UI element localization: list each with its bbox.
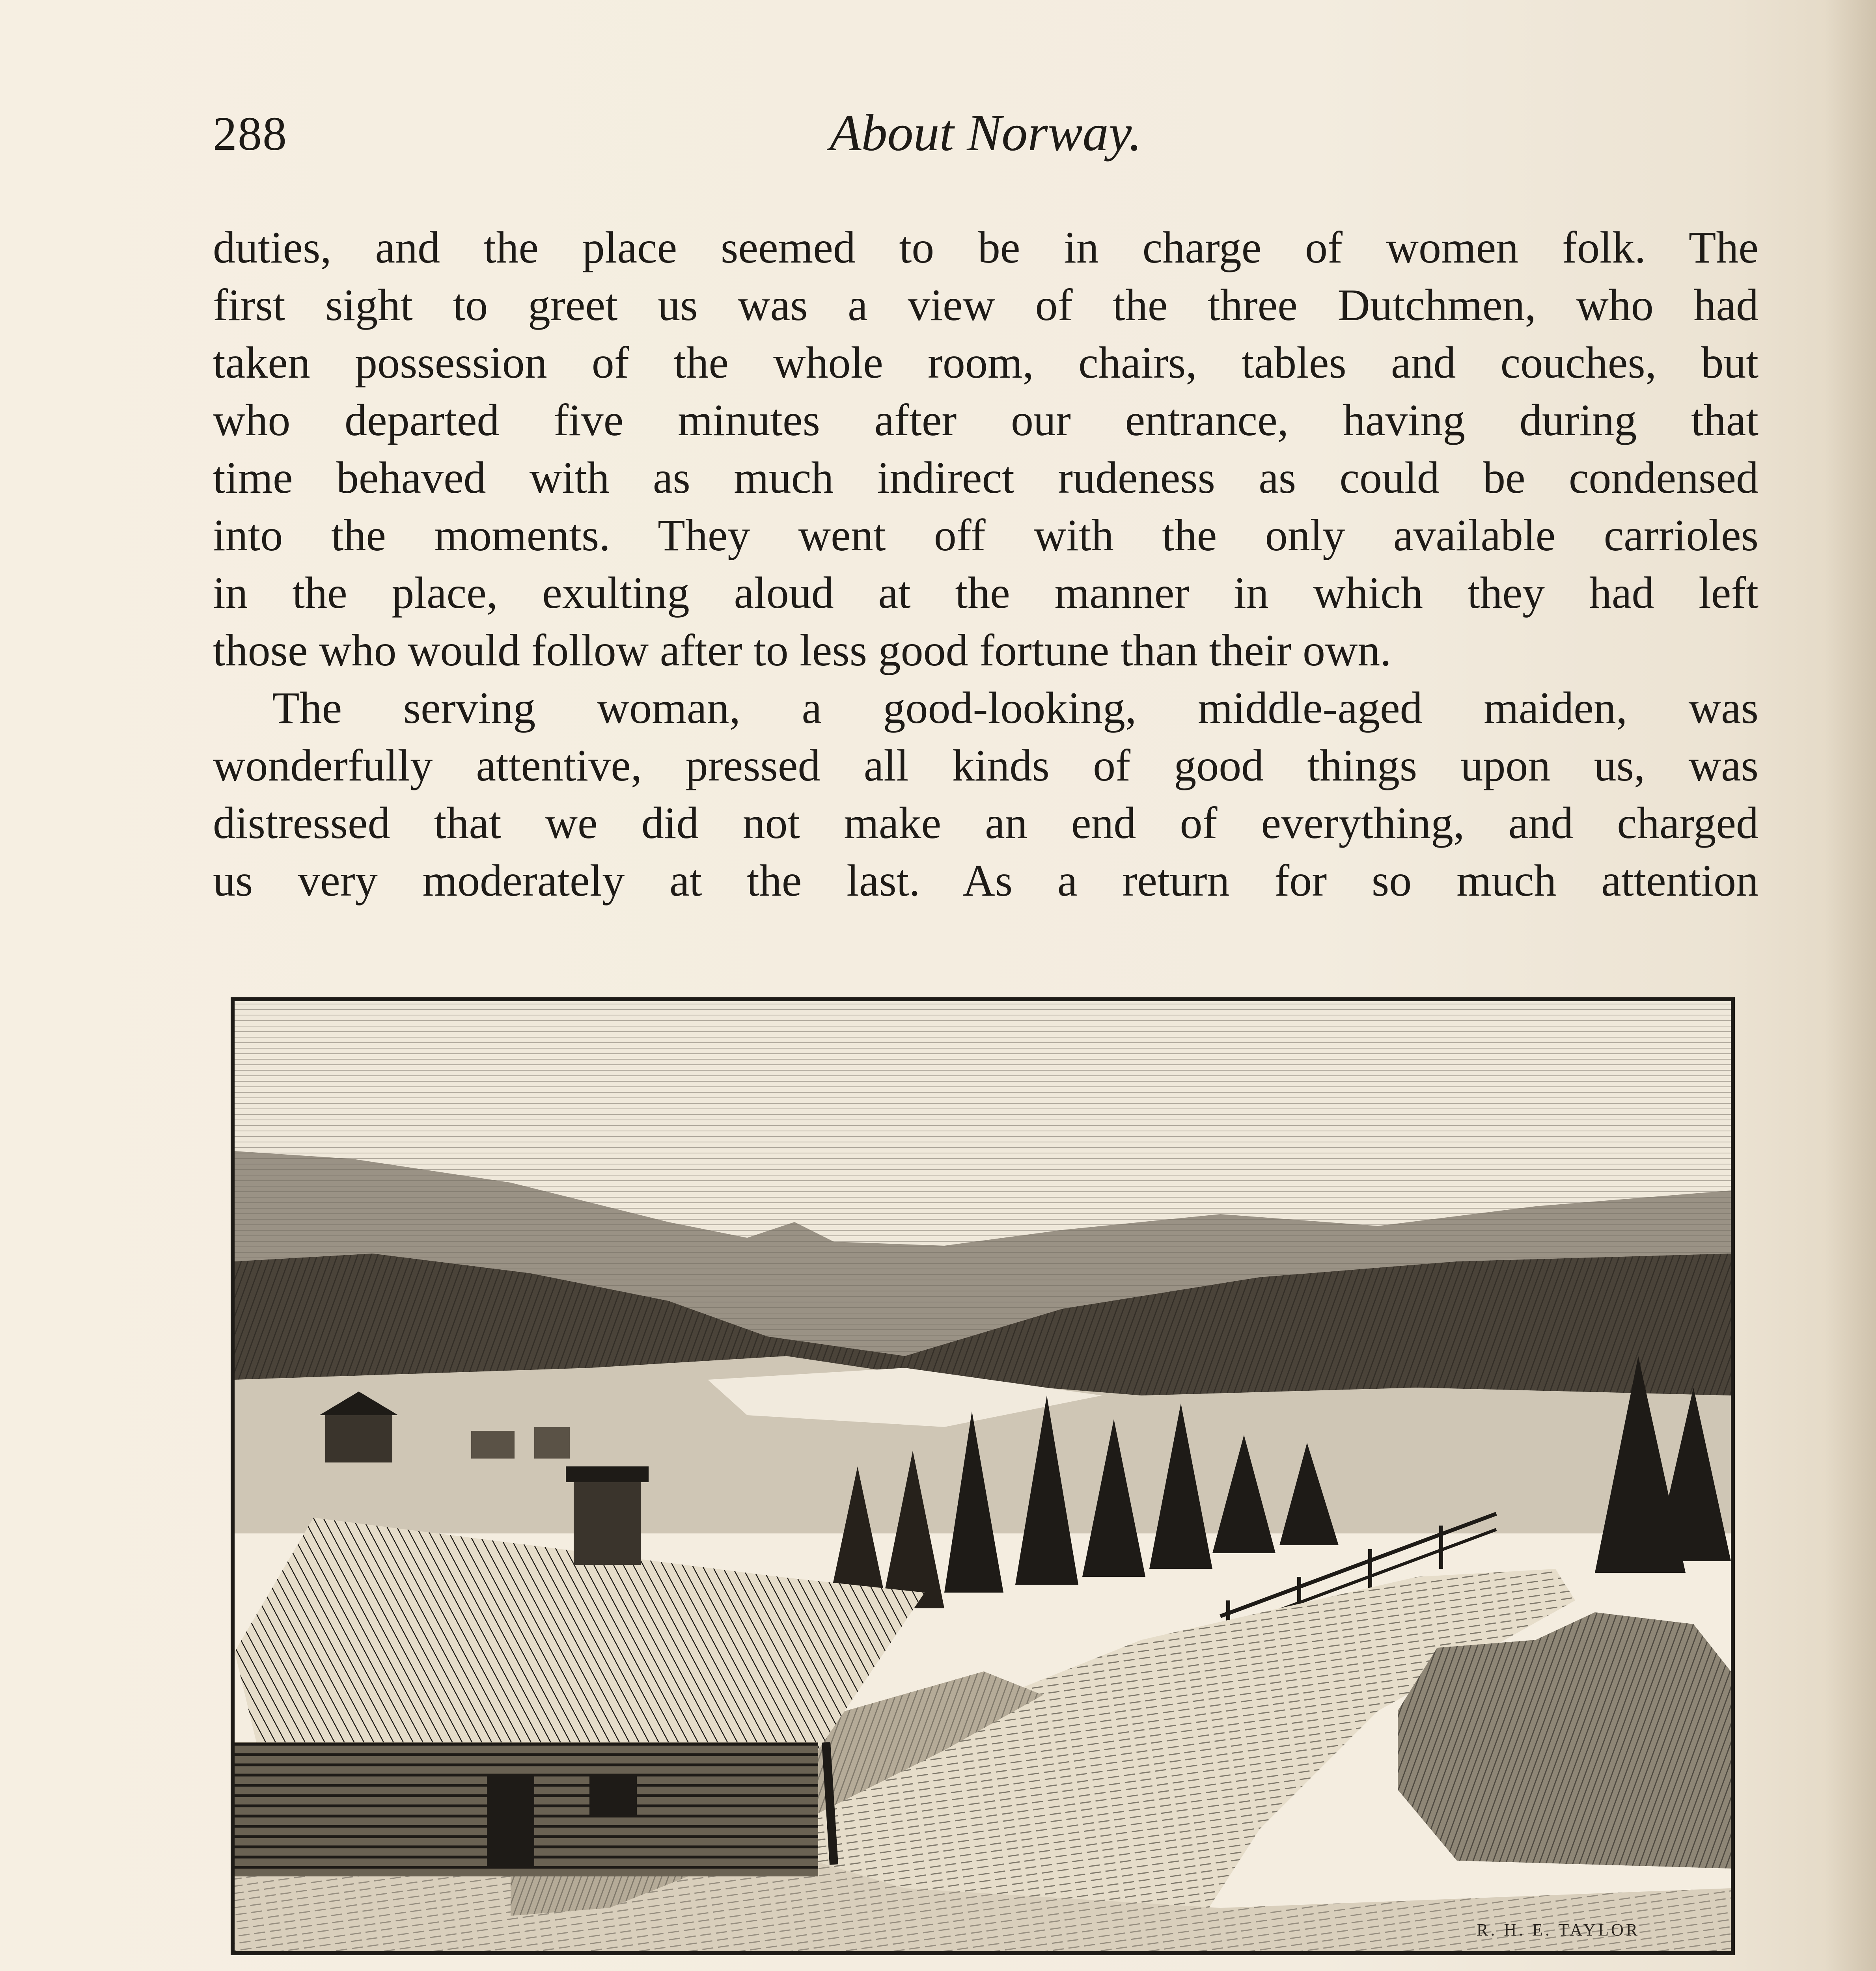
text-line: first sight to greet us was a view of the three Dutchmen, who had: [213, 280, 1759, 330]
text-line: wonderfully attentive, pressed all kinds of good things upon us, was: [213, 740, 1759, 790]
engraving-illustration: [231, 997, 1735, 1955]
text-line: us very moderately at the last. As a return for so much attention: [213, 855, 1759, 905]
page-number: 288: [213, 107, 287, 160]
text-block-top: [213, 219, 1759, 909]
page-header: [213, 99, 1759, 177]
text-line: time behaved with as much indirect rudeness as could be condensed: [213, 453, 1759, 503]
running-title: About Norway.: [829, 104, 1142, 162]
text-line: The serving woman, a good-looking, middle-aged maiden, was: [272, 683, 1759, 733]
artist-signature: R. H. E. TAYLOR: [1477, 1920, 1640, 1939]
text-line: distressed that we did not make an end of everything, and charged: [213, 798, 1759, 848]
text-line: into the moments. They went off with the only available carrioles: [213, 510, 1759, 560]
engraving-landscape: [235, 1001, 1731, 1951]
text-line: in the place, exulting aloud at the manner in which they had left: [213, 568, 1759, 618]
page-gutter-shadow: [1825, 0, 1876, 1971]
text-line: who departed five minutes after our entrance, having during that: [213, 395, 1759, 445]
text-line: those who would follow after to less good fortune than their own.: [213, 625, 1391, 675]
text-line: taken possession of the whole room, chairs, tables and couches, but: [213, 337, 1759, 387]
text-line: duties, and the place seemed to be in charge of women folk. The: [213, 222, 1759, 272]
